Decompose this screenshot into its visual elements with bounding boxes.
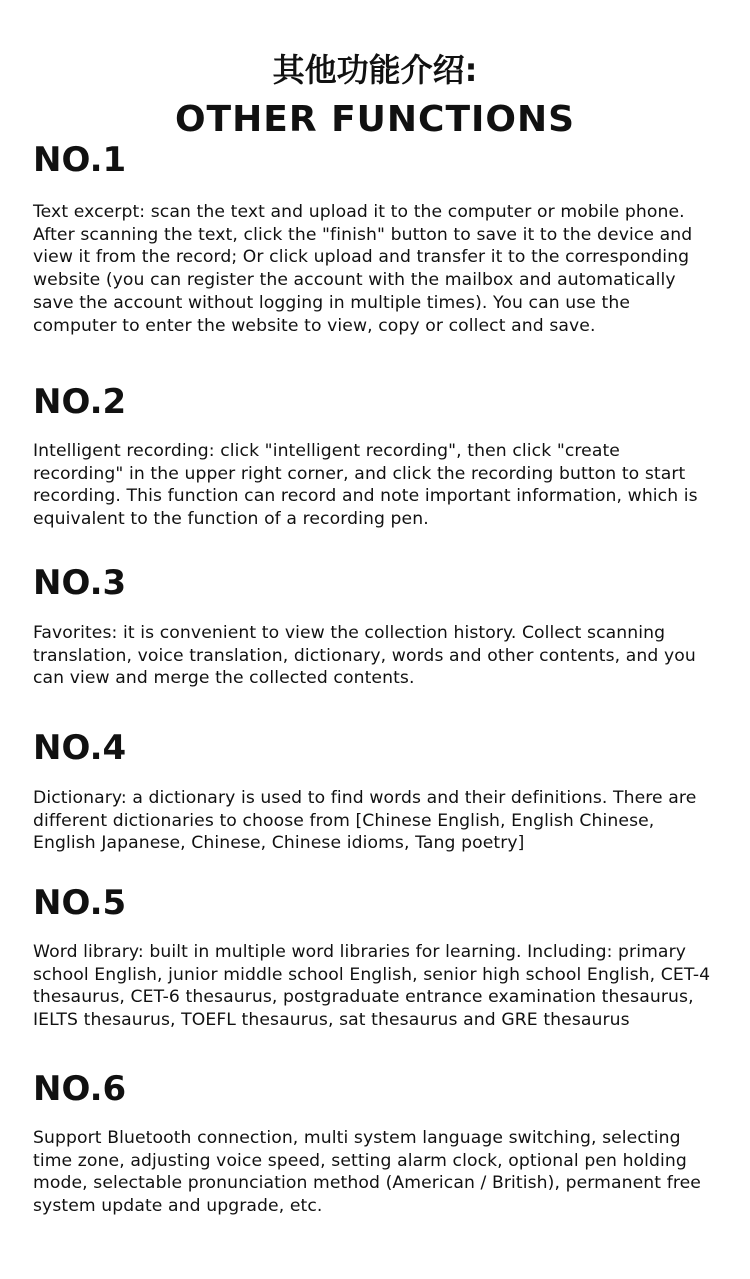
function-section-3	[33, 563, 713, 690]
function-section-1	[33, 140, 713, 337]
function-section-4	[33, 728, 713, 855]
section-heading: NO.6	[33, 1069, 127, 1109]
section-heading: NO.4	[33, 728, 127, 768]
page-title-chinese: 其他功能介绍:	[272, 51, 478, 89]
section-description: Intelligent recording: click "intelligent recording", then click "create recording" in the upper right corner, and click the recording button to start recording. This function can record and note important information, which is equivalent to the function of a recording pen.	[33, 441, 698, 530]
section-description: Favorites: it is convenient to view the collection history. Collect scanning translation, voice translation, dictionary, words and other contents, and you can view and merge the collected contents.	[33, 623, 696, 689]
section-heading: NO.1	[33, 140, 127, 180]
section-description: Support Bluetooth connection, multi system language switching, selecting time zone, adjusting voice speed, setting alarm clock, optional pen holding mode, selectable pronunciation method (American / British), permanent free system update and upgrade, etc.	[33, 1128, 701, 1217]
function-section-2	[33, 382, 713, 531]
page-title-english: OTHER FUNCTIONS	[174, 99, 576, 140]
function-section-6	[33, 1069, 713, 1218]
section-description: Text excerpt: scan the text and upload it to the computer or mobile phone. After scanning the text, click the "finish" button to save it to the device and view it from the record; Or click upload and transfer it to the corresponding website (you can register the account with the mailbox and automatically save the account without logging in multiple times). You can use the computer to enter the website to view, copy or collect and save.	[33, 202, 693, 336]
section-heading: NO.3	[33, 563, 127, 603]
section-heading: NO.5	[33, 883, 127, 923]
section-description: Dictionary: a dictionary is used to find words and their definitions. There are different dictionaries to choose from [Chinese English, English Chinese, English Japanese, Chinese, Chinese idioms, Tang poetry]	[33, 788, 697, 854]
function-section-5	[33, 883, 713, 1032]
section-heading: NO.2	[33, 382, 127, 422]
section-description: Word library: built in multiple word libraries for learning. Including: primary school English, junior middle school English, senior high school English, CET-4 thesaurus, CET-6 thesaurus, postgraduate entrance examination thesaurus, IELTS thesaurus, TOEFL thesaurus, sat thesaurus and GRE thesaurus	[33, 942, 711, 1031]
